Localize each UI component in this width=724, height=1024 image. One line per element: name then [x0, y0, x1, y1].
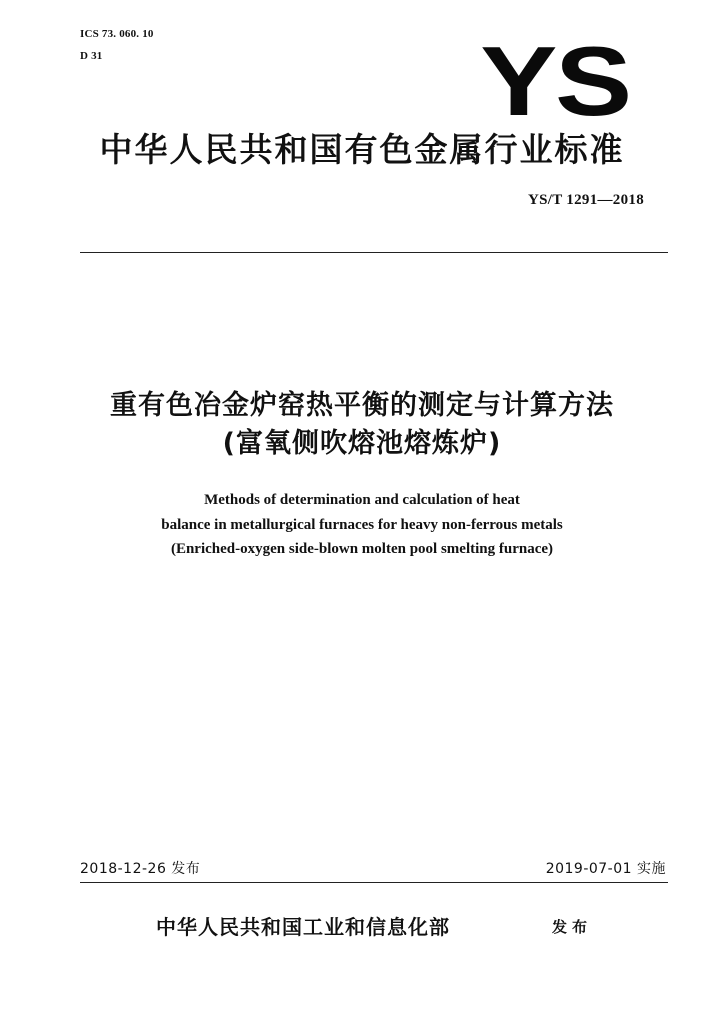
title-english-line-3: (Enriched-oxygen side-blown molten pool smelting furnace)	[170, 541, 554, 557]
implementation-date: 2019-07-01 实施	[545, 861, 666, 877]
ics-code: ICS 73. 060. 10	[80, 28, 154, 40]
standard-number: YS/T 1291—2018	[527, 192, 644, 208]
title-english-line-2: balance in metallurgical furnaces for heavy non-ferrous metals	[161, 517, 563, 533]
bottom-divider	[80, 882, 668, 883]
ccs-code: D 31	[80, 50, 103, 62]
title-english-line-1: Methods of determination and calculation of heat	[204, 492, 520, 508]
ys-logo: YS	[480, 26, 630, 136]
issue-date: 2018-12-26 发布	[80, 861, 201, 877]
publish-label: 发布	[552, 918, 593, 936]
title-chinese-main: 重有色冶金炉窑热平衡的测定与计算方法	[110, 390, 614, 421]
title-chinese-subtitle: (富氧侧吹熔池熔炼炉)	[222, 428, 502, 459]
top-divider	[80, 252, 668, 253]
standard-type-title: 中华人民共和国有色金属行业标准	[99, 130, 625, 169]
publisher-name: 中华人民共和国工业和信息化部	[156, 915, 450, 939]
